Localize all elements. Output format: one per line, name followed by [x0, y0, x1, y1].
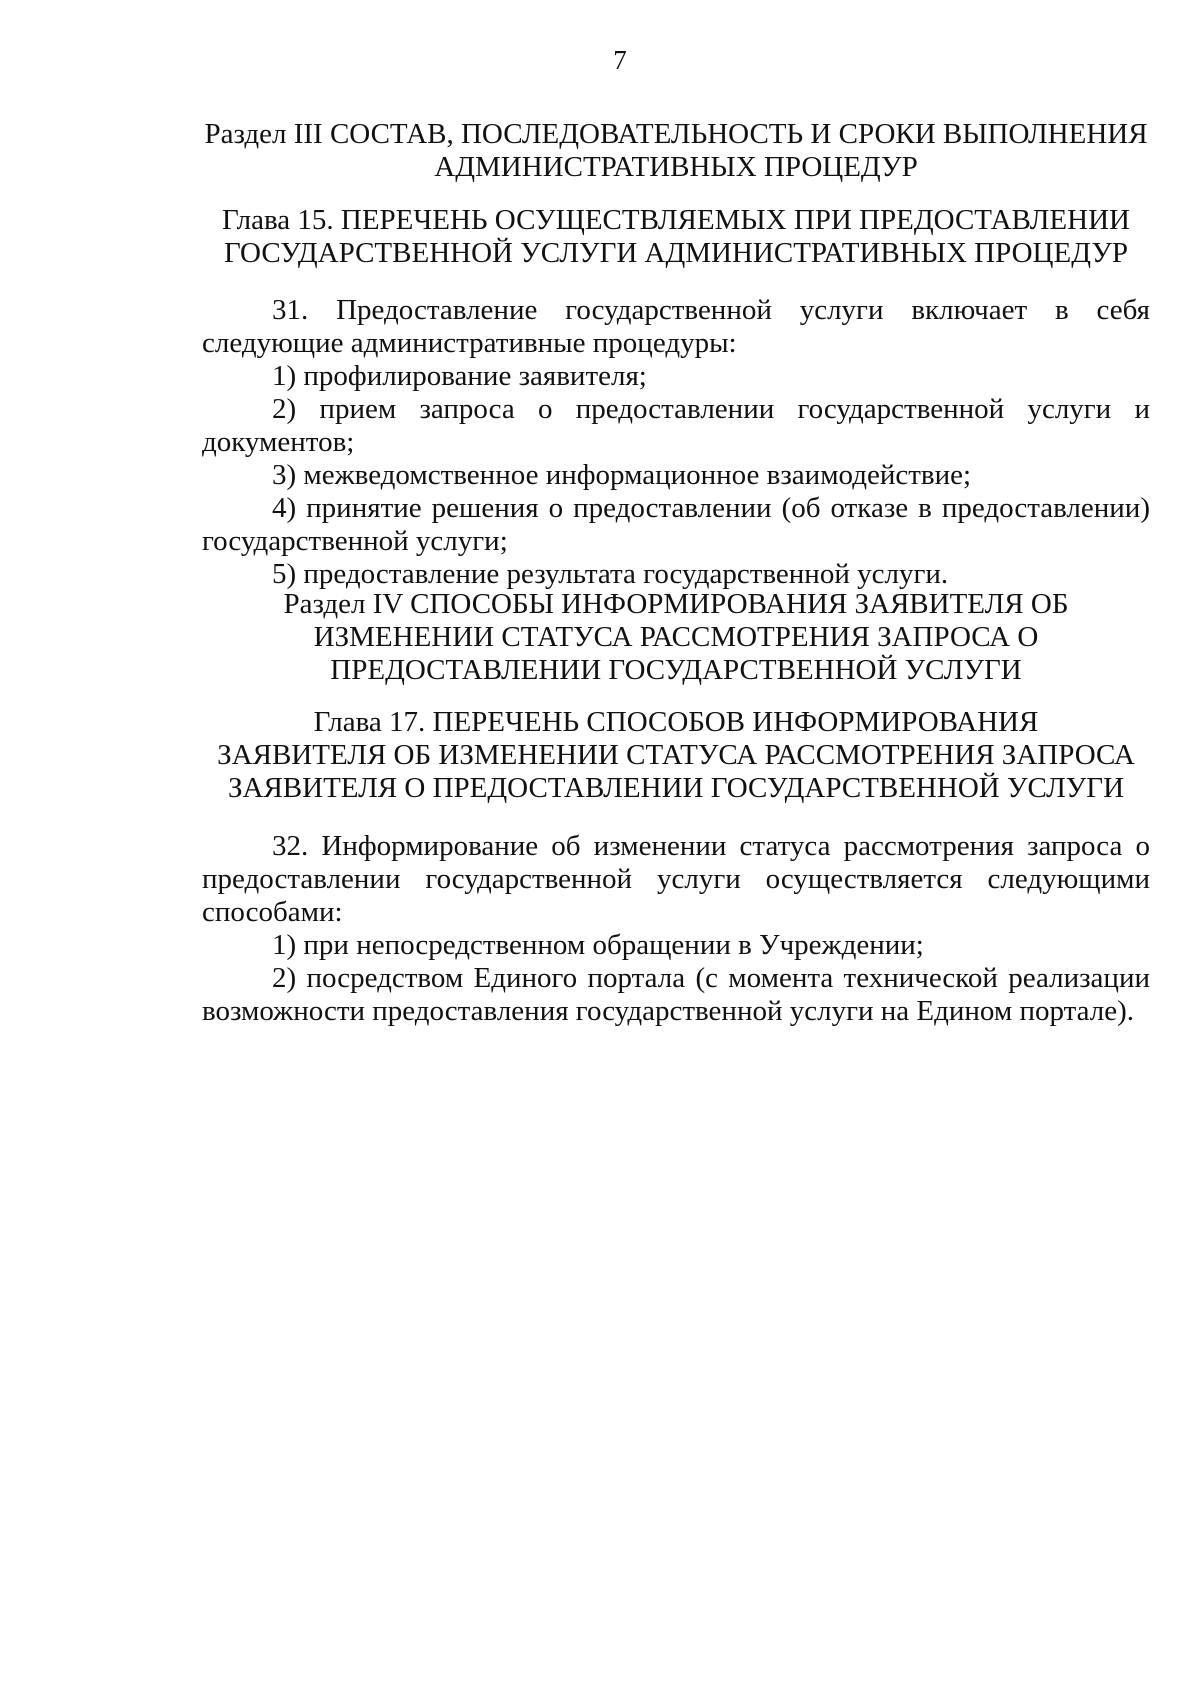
section-3-title-line-2: АДМИНИСТРАТИВНЫХ ПРОЦЕДУР	[434, 151, 918, 183]
item-31	[202, 294, 1150, 591]
item-32	[202, 830, 1150, 1028]
item-31-list-item-1: 1) профилирование заявителя;	[272, 360, 647, 392]
item-31-list-item-4: 4) принятие решения о предоставлении (об отказе в предоставлении) государственной услуги;	[202, 492, 1150, 557]
chapter-15-heading	[202, 204, 1150, 270]
section-4-title-line-2: ИЗМЕНЕНИИ СТАТУСА РАССМОТРЕНИЯ ЗАПРОСА О	[313, 621, 1039, 653]
chapter-15-title-line-1: Глава 15. ПЕРЕЧЕНЬ ОСУЩЕСТВЛЯЕМЫХ ПРИ ПРЕДОСТАВЛЕНИИ	[222, 204, 1130, 236]
section-4-heading	[202, 588, 1150, 687]
item-32-intro: 32. Информирование об изменении статуса рассмотрения запроса о предоставлении государственной услуги осуществляется следующими способами:	[202, 830, 1150, 928]
item-31-list-item-5: 5) предоставление результата государственной услуги.	[272, 558, 949, 590]
chapter-17-heading	[202, 706, 1150, 805]
chapter-17-title-line-3: ЗАЯВИТЕЛЯ О ПРЕДОСТАВЛЕНИИ ГОСУДАРСТВЕННОЙ УСЛУГИ	[227, 772, 1125, 804]
section-4-title-line-3: ПРЕДОСТАВЛЕНИИ ГОСУДАРСТВЕННОЙ УСЛУГИ	[330, 654, 1022, 686]
section-3-title-line-1: Раздел III СОСТАВ, ПОСЛЕДОВАТЕЛЬНОСТЬ И СРОКИ ВЫПОЛНЕНИЯ	[204, 118, 1148, 150]
item-31-intro: 31. Предоставление государственной услуги включает в себя следующие административные процедуры:	[202, 294, 1150, 359]
chapter-17-title-line-2: ЗАЯВИТЕЛЯ ОБ ИЗМЕНЕНИИ СТАТУСА РАССМОТРЕНИЯ ЗАПРОСА	[217, 739, 1135, 771]
item-31-list-item-3: 3) межведомственное информационное взаимодействие;	[272, 459, 972, 491]
chapter-15-title-line-2: ГОСУДАРСТВЕННОЙ УСЛУГИ АДМИНИСТРАТИВНЫХ ПРОЦЕДУР	[223, 237, 1128, 269]
item-32-list-item-1: 1) при непосредственном обращении в Учреждении;	[272, 929, 924, 961]
page-number: 7	[613, 45, 627, 75]
item-32-list-item-2: 2) посредством Единого портала (с момента технической реализации возможности предоставления государственной услуги на Едином портале).	[202, 962, 1150, 1027]
item-31-list-item-2: 2) прием запроса о предоставлении государственной услуги и документов;	[202, 393, 1150, 458]
chapter-17-title-line-1: Глава 17. ПЕРЕЧЕНЬ СПОСОБОВ ИНФОРМИРОВАНИЯ	[313, 706, 1039, 738]
section-3-heading	[202, 118, 1150, 184]
section-4-title-line-1: Раздел IV СПОСОБЫ ИНФОРМИРОВАНИЯ ЗАЯВИТЕЛЯ ОБ	[283, 588, 1069, 620]
